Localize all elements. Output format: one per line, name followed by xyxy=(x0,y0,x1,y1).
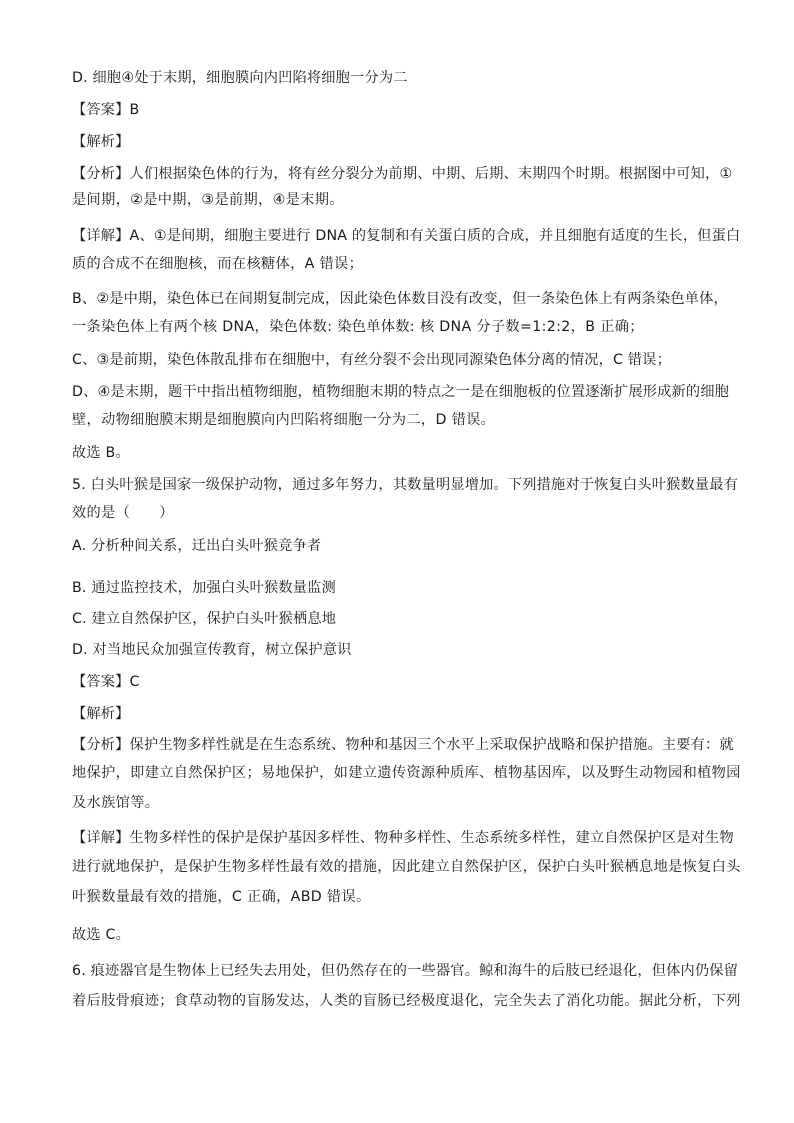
conclusion-line: 故选 B。 xyxy=(72,445,130,461)
analysis-heading: 【解析】 xyxy=(72,706,130,722)
answer-label: 【答案】C xyxy=(72,674,140,690)
detail-line: 一条染色体上有两个核 DNA，染色体数: 染色单体数: 核 DNA 分子数=1:2:2，B 正确； xyxy=(72,319,644,335)
question-6-stem: 6. 痕迹器官是生物体上已经失去用处，但仍然存在的一些器官。鲸和海牛的后肢已经退化，但体内仍保留 xyxy=(72,963,739,979)
detail-line: 【详解】生物多样性的保护是保护基因多样性、物种多样性、生态系统多样性，建立自然保护区是对生物 xyxy=(72,830,734,846)
analysis-line: 及水族馆等。 xyxy=(72,795,160,811)
conclusion-line: 故选 C。 xyxy=(72,927,130,943)
detail-line: 壁，动物细胞膜末期是细胞膜向内凹陷将细胞一分为二，D 错误。 xyxy=(72,412,496,428)
option-c-line: C. 建立自然保护区，保护白头叶猴栖息地 xyxy=(72,611,337,627)
detail-line: 【详解】A、①是间期，细胞主要进行 DNA 的复制和有关蛋白质的合成，并且细胞有适度的生长，但蛋白 xyxy=(72,228,741,244)
question-6-stem: 着后肢骨痕迹；食草动物的盲肠发达，人类的盲肠已经极度退化，完全失去了消化功能。据此分析，下列 xyxy=(72,993,741,1009)
detail-line: 叶猴数量最有效的措施，C 正确，ABD 错误。 xyxy=(72,889,371,905)
analysis-line: 地保护，即建立自然保护区；易地保护，如建立遗传资源种质库、植物基因库，以及野生动物园和植物园 xyxy=(72,765,741,781)
option-a-line: A. 分析种间关系，迁出白头叶猴竞争者 xyxy=(72,538,322,554)
detail-line: 进行就地保护，是保护生物多样性最有效的措施，因此建立自然保护区，保护白头叶猴栖息地是恢复白头 xyxy=(72,859,741,875)
analysis-line: 【分析】保护生物多样性就是在生态系统、物种和基因三个水平上采取保护战略和保护措施。主要有：就 xyxy=(72,737,734,753)
detail-line: C、③是前期，染色体散乱排布在细胞中，有丝分裂不会出现同源染色体分离的情况，C 错误； xyxy=(72,352,671,368)
analysis-heading: 【解析】 xyxy=(72,134,130,150)
option-d-line: D. 细胞④处于末期，细胞膜向内凹陷将细胞一分为二 xyxy=(72,70,408,86)
analysis-line: 是间期，②是中期，③是前期，④是末期。 xyxy=(72,192,344,208)
question-5-stem: 5. 白头叶猴是国家一级保护动物，通过多年努力，其数量明显增加。下列措施对于恢复白头叶猴数量最有 xyxy=(72,477,739,493)
analysis-line: 【分析】人们根据染色体的行为，将有丝分裂分为前期、中期、后期、末期四个时期。根据图中可知，① xyxy=(72,166,733,182)
answer-label: 【答案】B xyxy=(72,102,140,118)
detail-line: B、②是中期，染色体已在间期复制完成，因此染色体数目没有改变，但一条染色体上有两条染色单体， xyxy=(72,291,728,307)
question-5-stem: 效的是（ ） xyxy=(72,505,174,521)
detail-line: D、④是末期，题干中指出植物细胞，植物细胞末期的特点之一是在细胞板的位置逐渐扩展形成新的细胞 xyxy=(72,384,730,400)
option-b-line: B. 通过监控技术，加强白头叶猴数量监测 xyxy=(72,580,336,596)
option-d-line: D. 对当地民众加强宣传教育，树立保护意识 xyxy=(72,642,352,658)
detail-line: 质的合成不在细胞核，而在核糖体，A 错误； xyxy=(72,256,364,272)
